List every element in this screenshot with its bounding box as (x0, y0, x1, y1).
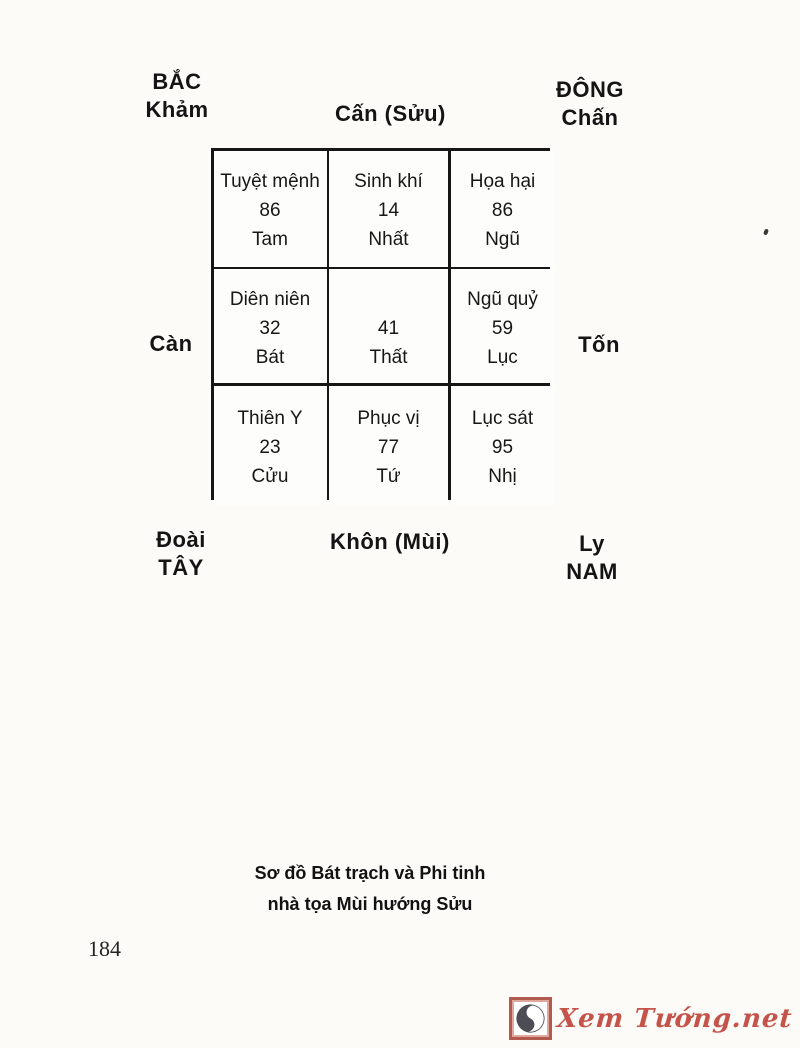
trigram-can-suu: Cấn (Sửu) (335, 101, 446, 126)
cell-number: 59 (491, 317, 514, 339)
trigram-kham: Khảm (145, 97, 209, 122)
cell-star: Tam (252, 229, 288, 250)
cell-number: 23 (259, 436, 281, 458)
trigram-ly: Ly (579, 531, 605, 556)
cell-number: 32 (259, 317, 281, 339)
caption-line-1: Sơ đồ Bát trạch và Phi tinh (254, 863, 486, 883)
grid-cell-r2c2-center (329, 269, 448, 383)
cell-name: Diên niên (229, 288, 311, 310)
compass-west-trigram-label (138, 330, 204, 358)
bat-trach-grid (211, 148, 550, 500)
compass-southeast-label (560, 530, 624, 586)
cell-star: Lục (487, 346, 518, 368)
caption-line-2: nhà tọa Mùi hướng Sửu (267, 894, 473, 914)
trigram-can: Càn (149, 331, 193, 356)
trigram-chan: Chấn (561, 105, 619, 130)
cell-star: Bát (255, 346, 285, 368)
watermark (509, 997, 792, 1040)
cell-star: Thất (369, 346, 408, 368)
cell-name: Thiên Y (237, 407, 303, 429)
grid-cell-r3c2 (329, 386, 448, 505)
trigram-doai: Đoài (156, 527, 206, 552)
grid-cell-r2c1 (214, 269, 327, 383)
compass-east-label (556, 76, 624, 132)
cell-name: Lục sát (471, 407, 534, 429)
figure-caption (255, 858, 486, 920)
cell-star: Ngũ (485, 229, 520, 250)
direction-north: BẮC (152, 69, 202, 94)
cell-number: 14 (377, 200, 400, 221)
compass-top-center-label (335, 100, 446, 128)
cell-name: Tuyệt mệnh (220, 171, 320, 192)
grid-cell-r1c1 (214, 151, 327, 267)
cell-name: Ngũ quỷ (467, 288, 538, 310)
grid-cell-r2c3 (451, 269, 555, 383)
cell-number: 41 (377, 317, 400, 339)
cell-star: Nhất (368, 229, 409, 250)
cell-star: Cửu (251, 465, 289, 487)
cell-name: Họa hại (469, 171, 536, 192)
cell-number: 86 (259, 200, 281, 221)
compass-north-label (140, 68, 214, 124)
compass-bottom-center-label (330, 528, 450, 556)
trigram-ton: Tốn (578, 332, 620, 357)
grid-cell-r1c2 (329, 151, 448, 267)
direction-west: TÂY (158, 555, 204, 580)
cell-name: Sinh khí (354, 171, 423, 192)
grid-cell-r3c1 (214, 386, 327, 505)
watermark-text: Xem Tướng.net (555, 1003, 794, 1034)
grid-cell-r3c3 (451, 386, 555, 505)
grid-cell-r1c3 (451, 151, 555, 267)
cell-number: 77 (377, 436, 400, 458)
page-number: 184 (88, 936, 121, 961)
direction-south: NAM (566, 559, 618, 584)
scan-artifact-dot (763, 228, 769, 235)
cell-number: 95 (491, 436, 514, 458)
cell-name: Phục vị (357, 407, 420, 429)
yin-yang-icon (509, 997, 552, 1040)
trigram-khon-mui: Khôn (Mùi) (330, 529, 450, 554)
cell-star: Tứ (376, 465, 401, 487)
compass-southwest-label (148, 526, 214, 582)
cell-number: 86 (491, 200, 514, 221)
compass-east-trigram-label (572, 331, 626, 359)
direction-east: ĐÔNG (556, 77, 624, 102)
cell-star: Nhị (488, 465, 517, 487)
